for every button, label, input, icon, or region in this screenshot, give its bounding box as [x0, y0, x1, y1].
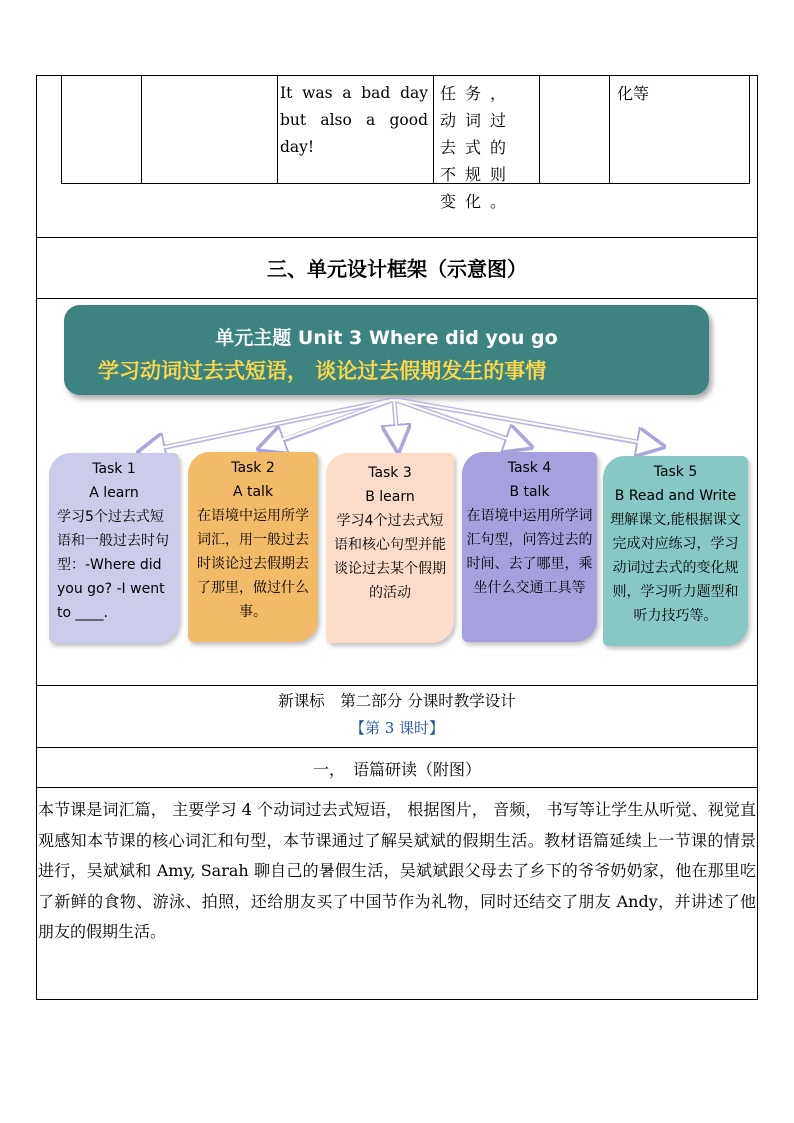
column-divider — [433, 75, 434, 184]
lesson-label: 【第 3 课时】 — [349, 719, 445, 737]
task-card-5 — [603, 456, 748, 646]
task-name: Task 1 — [92, 461, 136, 477]
task-name: Task 4 — [507, 460, 552, 476]
unit-theme-banner — [64, 305, 709, 395]
task-part: A learn — [89, 485, 139, 501]
task-text: 在语境中运用所学词汇，用一般过去时谈论过去假期去了那里，做过什么事。 — [197, 508, 309, 620]
row-divider — [36, 685, 758, 686]
task-card-1 — [49, 453, 179, 643]
table-cell-task: 任务，动词过去式的不规则变化。 — [440, 84, 516, 211]
task-card-4 — [462, 452, 597, 642]
task-part: B Read and Write — [614, 488, 737, 504]
task-part: A talk — [232, 484, 274, 500]
task-card-3 — [326, 453, 454, 643]
task-part: B learn — [365, 489, 415, 505]
task-part: B talk — [509, 484, 550, 500]
section1-title: 一， 语篇研读（附图） — [312, 760, 481, 779]
analysis-paragraph: 本节课是词汇篇， 主要学习 4 个动词过去式短语， 根据图片， 音频， 书写等让学生从听觉、视觉直观感知本节课的核心词汇和句型，本节课通过了解吴斌斌的假期生活。教材语篇延续上一节课的情景进行，吴斌斌和 Amy, Sarah 聊自己的暑假生活，吴斌斌跟父母去了乡下的爷爷奶奶家，他在那里吃了新鲜的食物、游泳、拍照，还给朋友买了中国节作为礼物，同时还结交了朋友 Andy，并讲述了他朋友的假期生活。 — [38, 800, 756, 941]
unit-theme-title: 单元主题 Unit 3 Where did you go — [215, 327, 558, 349]
task-text: 在语境中运用所学词汇句型，问答过去的时间、去了哪里，乘坐什么交通工具等 — [466, 508, 593, 596]
task-text: 学习4个过去式短语和核心句型并能谈论过去某个假期的活动 — [334, 513, 446, 601]
row-divider — [36, 298, 758, 299]
task-card-2 — [188, 452, 318, 642]
row-divider — [36, 787, 758, 788]
task-name: Task 2 — [231, 460, 275, 476]
plan-title: 新课标 第二部分 分课时教学设计 — [278, 692, 516, 710]
table-cell-english: It was a bad day but also a good day! — [280, 84, 428, 156]
task-text: 理解课文,能根据课文完成对应练习，学习动词过去式的变化规则，学习听力题型和听力技巧等。 — [610, 512, 741, 624]
table-cell-last: 化等 — [617, 84, 650, 103]
column-divider — [277, 75, 278, 184]
row-divider — [36, 237, 758, 238]
column-divider — [609, 75, 610, 184]
column-divider — [539, 75, 540, 184]
row-divider — [36, 747, 758, 748]
column-divider — [141, 75, 142, 184]
task-name: Task 3 — [368, 465, 412, 481]
task-text: 学习5个过去式短语和一般过去时句型：-Where did you go? -I went to ____. — [57, 509, 169, 621]
unit-theme-subtitle: 学习动词过去式短语， 谈论过去假期发生的事情 — [98, 359, 547, 383]
task-name: Task 5 — [653, 464, 698, 480]
section3-title: 三、单元设计框架（示意图） — [267, 257, 527, 281]
